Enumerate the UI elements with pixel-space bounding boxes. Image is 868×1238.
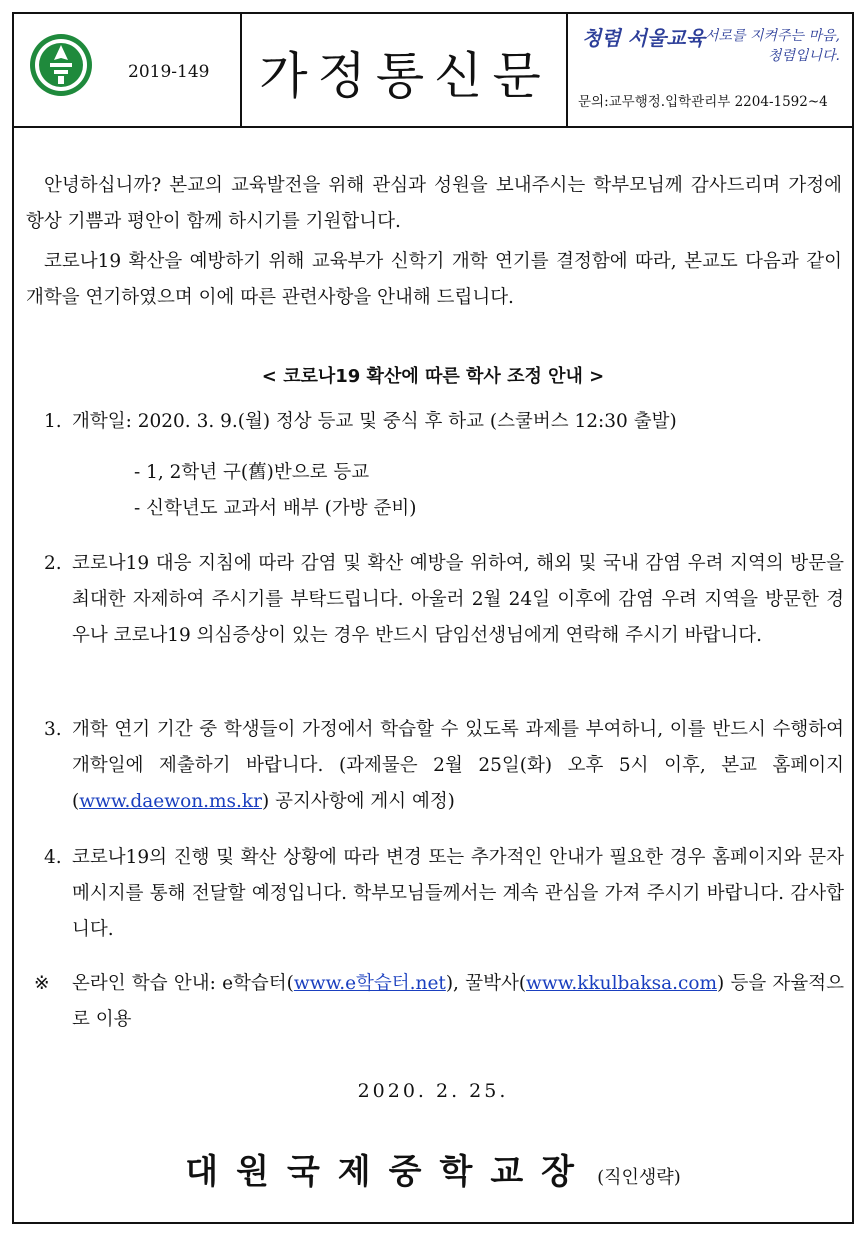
- document-title: 가정통신문: [259, 47, 551, 105]
- brand-logo: 청렴 서울교육: [582, 26, 705, 50]
- list-item-4: [44, 840, 844, 948]
- school-emblem-icon: [28, 30, 94, 100]
- item-label: 1.: [44, 411, 62, 432]
- list-item-3: [44, 712, 844, 820]
- header: [14, 14, 852, 128]
- homepage-link[interactable]: www.daewon.ms.kr: [79, 791, 262, 812]
- item-label: 2.: [44, 553, 62, 574]
- issue-number-cell: [110, 14, 242, 126]
- section-heading: < 코로나19 확산에 따른 학사 조정 안내 >: [261, 366, 605, 387]
- item-text: [44, 712, 844, 820]
- elearning-link[interactable]: www.e학습터.net: [293, 973, 446, 994]
- item-text: 코로나19 대응 지침에 따라 감염 및 확산 예방을 위하여, 해외 및 국내 감염 우려 지역의 방문을 최대한 자제하여 주시기를 부탁드립니다. 아울러 2월 24일 이후에 감염 우려 지역을 방문한 경우나 코로나19 의심증상이 있는 경우 반드시 담임선생님에게 연락해 주시기 바랍니다.: [72, 553, 844, 646]
- issue-number: 2019-149: [128, 62, 210, 82]
- document-frame: [12, 12, 854, 1224]
- item-text: 코로나19의 진행 및 확산 상황에 따라 변경 또는 추가적인 안내가 필요한 경우 홈페이지와 문자메시지를 통해 전달할 예정입니다. 학부모님들께서는 계속 관심을 가져 주시기 바랍니다. 감사합니다.: [72, 847, 844, 940]
- sub-item-2: - 신학년도 교과서 배부 (가방 준비): [134, 498, 417, 519]
- school-logo-cell: [14, 14, 110, 126]
- document-date: 2020. 2. 25.: [357, 1080, 509, 1102]
- item-label: 3.: [44, 719, 62, 740]
- note-text-part: ) 등을 자율적으로 이용: [72, 973, 844, 1030]
- brand-cell: [568, 14, 852, 126]
- seal-omitted-note: (직인생략): [597, 1167, 681, 1188]
- note-text-part: 온라인 학습 안내: e학습터(: [72, 973, 294, 994]
- list-item-1: [44, 404, 844, 440]
- intro-paragraph-2: 코로나19 확산을 예방하기 위해 교육부가 신학기 개학 연기를 결정함에 따라, 본교도 다음과 같이 개학을 연기하였으며 이에 따른 관련사항을 안내해 드립니다.: [26, 251, 842, 308]
- item-text: 개학일: 2020. 3. 9.(월) 정상 등교 및 중식 후 하교 (스쿨버스 12:30 출발): [72, 411, 677, 432]
- slogan-line-2: 청렴입니다.: [767, 48, 840, 64]
- signature: [14, 1144, 852, 1193]
- item-text-part: ) 공지사항에 게시 예정): [261, 791, 455, 812]
- intro-paragraph-1: 안녕하십니까? 본교의 교육발전을 위해 관심과 성원을 보내주시는 학부모님께 감사드리며 가정에 항상 기쁨과 평안이 함께 하시기를 기원합니다.: [26, 175, 842, 232]
- item-text-part: 개학 연기 기간 중 학생들이 가정에서 학습할 수 있도록 과제를 부여하니, 이를 반드시 수행하여 개학일에 제출하기 바랍니다. (과제물은 2월 25일(화) 오후 5시 이후, 본교 홈페이지(: [72, 719, 844, 812]
- title-cell: [242, 14, 568, 126]
- item-label: 4.: [44, 847, 62, 868]
- note-text-part: ), 꿀박사(: [445, 973, 527, 994]
- online-learning-note: [26, 966, 844, 1038]
- principal-title: 대원국제중학교장: [185, 1152, 593, 1192]
- note-text: [26, 966, 844, 1038]
- note-mark: ※: [34, 973, 50, 994]
- kkulbaksa-link[interactable]: www.kkulbaksa.com: [526, 973, 718, 994]
- slogan-line-1: 서로를 지켜주는 마음,: [704, 28, 840, 44]
- slogan: [705, 26, 840, 66]
- contact-info: 문의:교무행정.입학관리부 2204-1592~4: [578, 94, 828, 110]
- sub-item-1: - 1, 2학년 구(舊)반으로 등교: [134, 462, 370, 483]
- list-item-2: [44, 546, 844, 654]
